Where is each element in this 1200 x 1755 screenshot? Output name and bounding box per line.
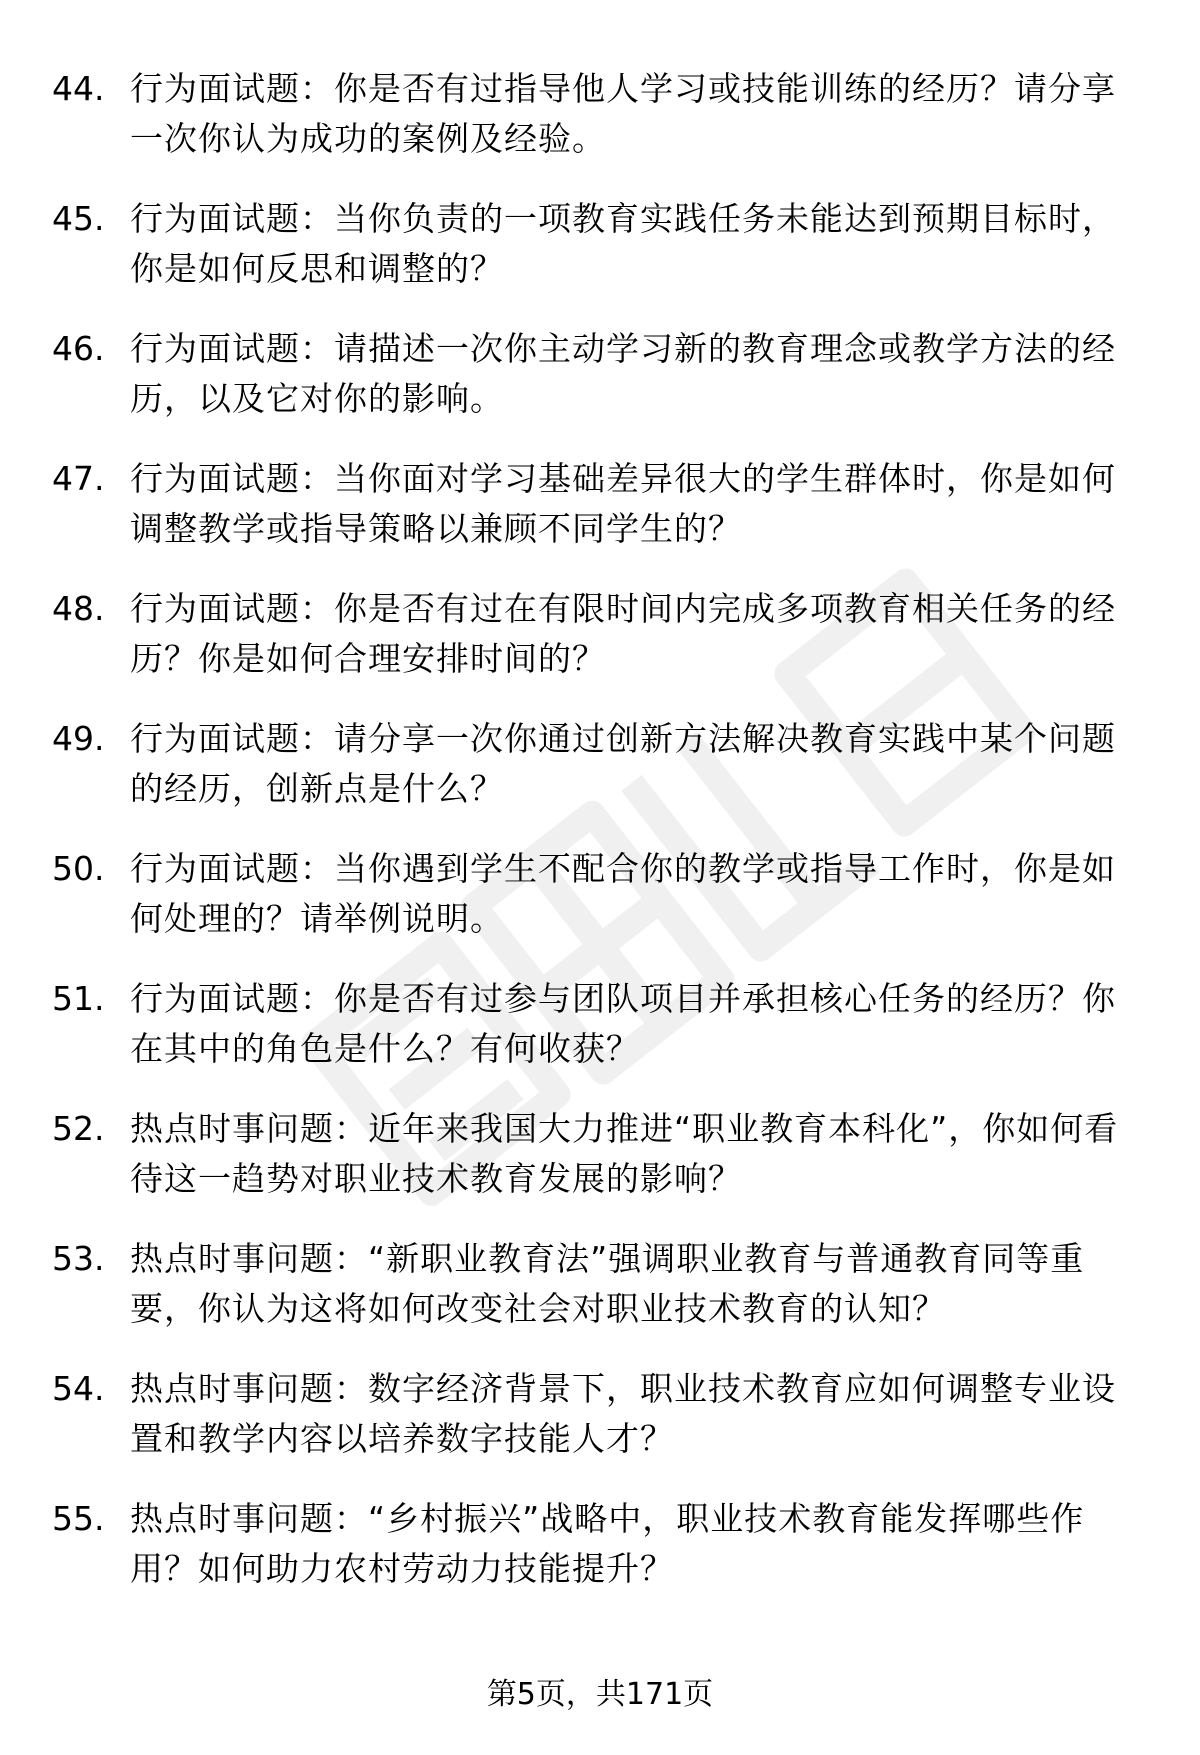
question-list bbox=[0, 56, 1200, 1616]
question-text: 行为面试题：你是否有过指导他人学习或技能训练的经历？请分享一次你认为成功的案例及经验。 bbox=[130, 69, 1116, 158]
list-item bbox=[0, 836, 1200, 966]
question-text: 行为面试题：请描述一次你主动学习新的教育理念或教学方法的经历，以及它对你的影响。 bbox=[130, 329, 1116, 418]
question-number: 49. bbox=[52, 719, 105, 758]
question-number: 48. bbox=[52, 589, 105, 628]
question-text: 行为面试题：当你面对学习基础差异很大的学生群体时，你是如何调整教学或指导策略以兼顾不同学生的？ bbox=[130, 459, 1116, 548]
question-text: 热点时事问题：近年来我国大力推进“职业教育本科化”，你如何看待这一趋势对职业技术教育发展的影响？ bbox=[130, 1109, 1119, 1198]
question-text: 热点时事问题：数字经济背景下，职业技术教育应如何调整专业设置和教学内容以培养数字技能人才？ bbox=[130, 1369, 1116, 1458]
question-number: 47. bbox=[52, 459, 105, 498]
question-text: 行为面试题：你是否有过在有限时间内完成多项教育相关任务的经历？你是如何合理安排时间的？ bbox=[130, 589, 1116, 678]
question-number: 50. bbox=[52, 849, 105, 888]
list-item bbox=[0, 1226, 1200, 1356]
question-number: 55. bbox=[52, 1499, 105, 1538]
list-item bbox=[0, 706, 1200, 836]
question-text: 行为面试题：请分享一次你通过创新方法解决教育实践中某个问题的经历，创新点是什么？ bbox=[130, 719, 1116, 808]
question-text: 行为面试题：当你负责的一项教育实践任务未能达到预期目标时，你是如何反思和调整的？ bbox=[130, 199, 1116, 288]
question-number: 53. bbox=[52, 1239, 105, 1278]
question-number: 52. bbox=[52, 1109, 105, 1148]
list-item bbox=[0, 1486, 1200, 1616]
question-text: 行为面试题：你是否有过参与团队项目并承担核心任务的经历？你在其中的角色是什么？有何收获？ bbox=[130, 979, 1116, 1068]
list-item bbox=[0, 446, 1200, 576]
list-item bbox=[0, 186, 1200, 316]
page-footer: 第5页，共171页 bbox=[486, 1677, 714, 1712]
list-item bbox=[0, 1356, 1200, 1486]
list-item bbox=[0, 316, 1200, 446]
question-number: 44. bbox=[52, 69, 105, 108]
question-number: 51. bbox=[52, 979, 105, 1018]
question-number: 46. bbox=[52, 329, 105, 368]
question-number: 54. bbox=[52, 1369, 105, 1408]
list-item bbox=[0, 1096, 1200, 1226]
question-text: 行为面试题：当你遇到学生不配合你的教学或指导工作时，你是如何处理的？请举例说明。 bbox=[130, 849, 1116, 938]
list-item bbox=[0, 966, 1200, 1096]
question-text: 热点时事问题：“乡村振兴”战略中，职业技术教育能发挥哪些作用？如何助力农村劳动力技能提升？ bbox=[130, 1499, 1085, 1588]
question-text: 热点时事问题：“新职业教育法”强调职业教育与普通教育同等重要，你认为这将如何改变社会对职业技术教育的认知？ bbox=[130, 1239, 1085, 1328]
question-number: 45. bbox=[52, 199, 105, 238]
list-item bbox=[0, 576, 1200, 706]
list-item bbox=[0, 56, 1200, 186]
